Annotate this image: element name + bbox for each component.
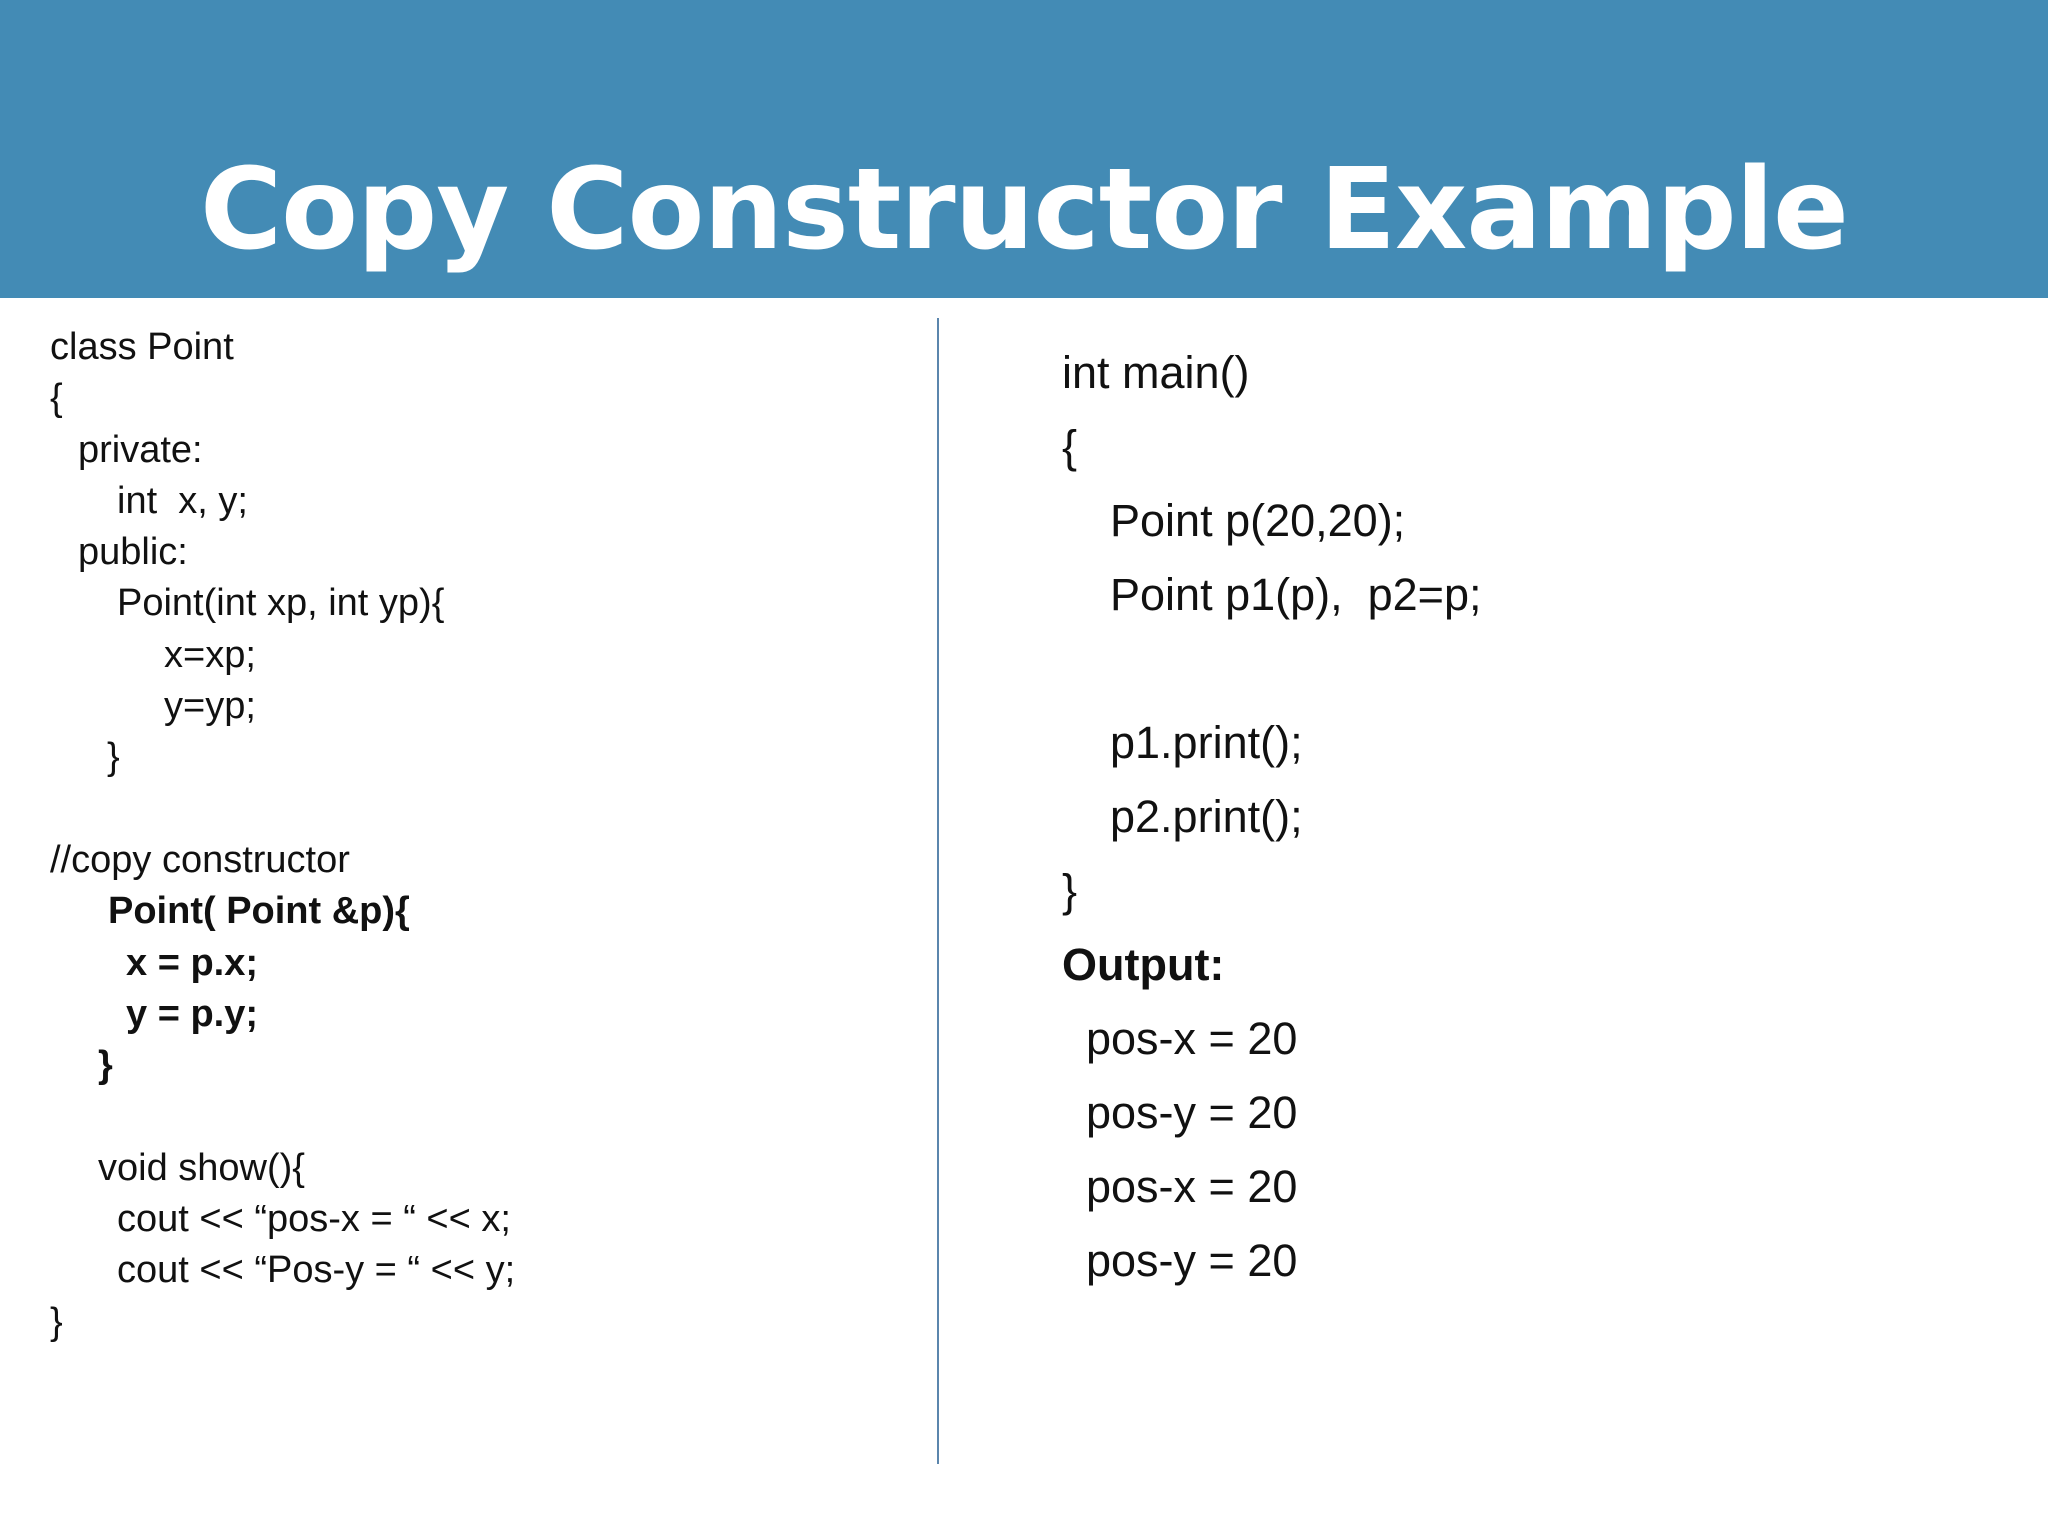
code-line: cout << “Pos-y = “ << y;	[117, 1249, 516, 1292]
code-line	[1062, 632, 1482, 706]
code-line: y=yp;	[164, 685, 256, 728]
code-line: int x, y;	[117, 479, 248, 522]
column-divider	[937, 318, 939, 1464]
code-line: Point p(20,20);	[1110, 495, 1406, 546]
code-line: Point p1(p), p2=p;	[1110, 569, 1482, 620]
code-line: p1.print();	[1110, 717, 1303, 768]
code-line	[50, 1091, 515, 1142]
output-heading: Output:	[1062, 939, 1225, 990]
slide-title: Copy Constructor Example	[199, 145, 1848, 275]
code-line: x=xp;	[164, 633, 256, 676]
code-line: x = p.x;	[126, 941, 258, 984]
code-comment: //copy constructor	[50, 838, 350, 881]
code-line: class Point	[50, 326, 234, 368]
output-line: pos-x = 20	[1086, 1013, 1298, 1064]
code-line: Point(int xp, int yp){	[117, 582, 445, 625]
code-line: public:	[78, 531, 188, 574]
code-line: {	[50, 377, 63, 420]
code-line: }	[98, 1044, 113, 1087]
class-code-block	[50, 322, 515, 1348]
output-line: pos-x = 20	[1086, 1161, 1298, 1212]
code-line: int main()	[1062, 347, 1250, 398]
main-code-block	[1062, 336, 1482, 1298]
code-line: void show(){	[98, 1146, 305, 1189]
code-line: }	[50, 1300, 63, 1343]
code-line: }	[1062, 865, 1078, 916]
code-line: y = p.y;	[126, 992, 258, 1035]
code-line: }	[107, 736, 120, 779]
code-line: private:	[78, 428, 203, 471]
output-line: pos-y = 20	[1086, 1087, 1298, 1138]
code-line: cout << “pos-x = “ << x;	[117, 1198, 511, 1241]
code-line: Point( Point &p){	[108, 890, 410, 933]
code-line: p2.print();	[1110, 791, 1303, 842]
output-line: pos-y = 20	[1086, 1235, 1298, 1286]
code-line	[50, 784, 515, 835]
code-line: {	[1062, 421, 1078, 472]
